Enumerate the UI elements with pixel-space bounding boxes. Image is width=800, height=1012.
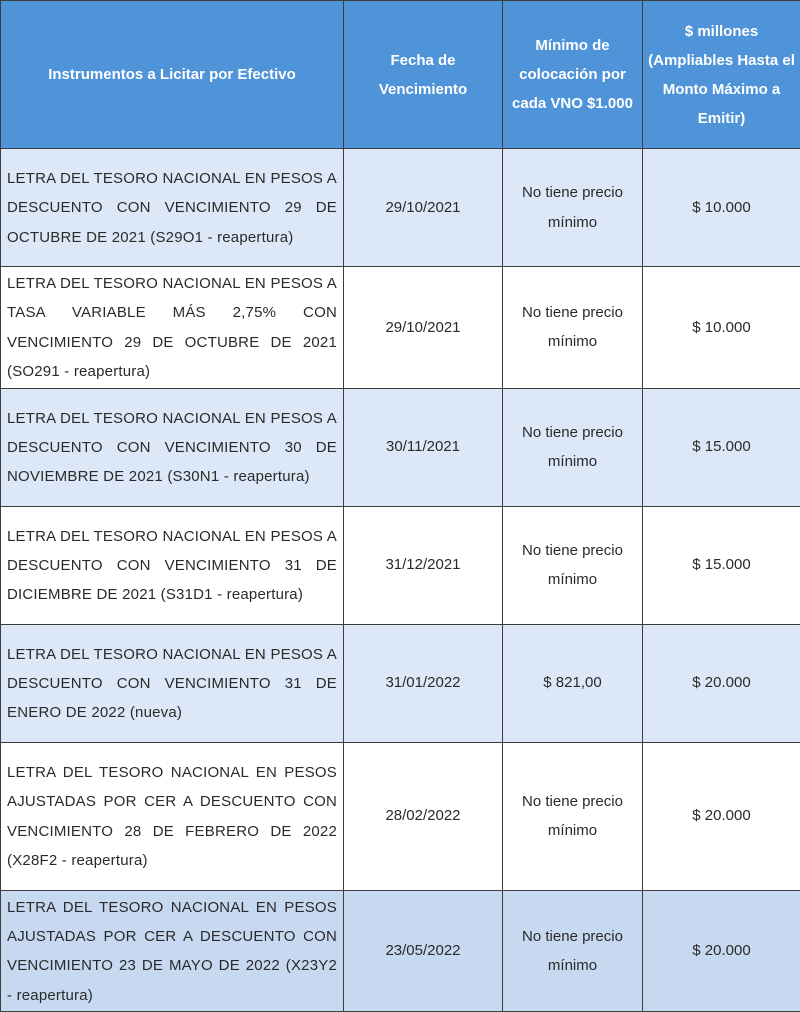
maturity-cell: 29/10/2021 <box>344 267 503 389</box>
maturity-cell: 23/05/2022 <box>344 890 503 1012</box>
instrument-cell: LETRA DEL TESORO NACIONAL EN PESOS A DESCUENTO CON VENCIMIENTO 29 DE OCTUBRE DE 2021 (S29O1 - reapertura) <box>1 149 344 267</box>
table-row <box>1 388 800 506</box>
table-row <box>1 890 800 1012</box>
minimum-cell: $ 821,00 <box>503 624 643 742</box>
instrument-cell: LETRA DEL TESORO NACIONAL EN PESOS A DESCUENTO CON VENCIMIENTO 31 DE ENERO DE 2022 (nueva) <box>1 624 344 742</box>
table-body <box>1 149 800 1012</box>
minimum-cell: No tiene precio mínimo <box>503 267 643 389</box>
header-instrument: Instrumentos a Licitar por Efectivo <box>1 1 344 149</box>
table-row <box>1 624 800 742</box>
amount-cell: $ 15.000 <box>643 506 800 624</box>
instrument-cell: LETRA DEL TESORO NACIONAL EN PESOS A TASA VARIABLE MÁS 2,75% CON VENCIMIENTO 29 DE OCTUBRE DE 2021 (SO291 - reapertura) <box>1 267 344 389</box>
instrument-cell: LETRA DEL TESORO NACIONAL EN PESOS AJUSTADAS POR CER A DESCUENTO CON VENCIMIENTO 23 DE MAYO DE 2022 (X23Y2 - reapertura) <box>1 890 344 1012</box>
amount-cell: $ 10.000 <box>643 149 800 267</box>
maturity-cell: 28/02/2022 <box>344 742 503 890</box>
table-row <box>1 506 800 624</box>
amount-cell: $ 10.000 <box>643 267 800 389</box>
table-header <box>1 1 800 149</box>
table-row <box>1 742 800 890</box>
header-row <box>1 1 800 149</box>
amount-cell: $ 20.000 <box>643 624 800 742</box>
amount-cell: $ 20.000 <box>643 742 800 890</box>
minimum-cell: No tiene precio mínimo <box>503 742 643 890</box>
instrument-cell: LETRA DEL TESORO NACIONAL EN PESOS AJUSTADAS POR CER A DESCUENTO CON VENCIMIENTO 28 DE FEBRERO DE 2022 (X28F2 - reapertura) <box>1 742 344 890</box>
table-row <box>1 149 800 267</box>
header-maturity: Fecha de Vencimiento <box>344 1 503 149</box>
minimum-cell: No tiene precio mínimo <box>503 388 643 506</box>
header-amount: $ millones (Ampliables Hasta el Monto Máximo a Emitir) <box>643 1 800 149</box>
minimum-cell: No tiene precio mínimo <box>503 890 643 1012</box>
amount-cell: $ 15.000 <box>643 388 800 506</box>
amount-cell: $ 20.000 <box>643 890 800 1012</box>
minimum-cell: No tiene precio mínimo <box>503 506 643 624</box>
minimum-cell: No tiene precio mínimo <box>503 149 643 267</box>
instrument-cell: LETRA DEL TESORO NACIONAL EN PESOS A DESCUENTO CON VENCIMIENTO 31 DE DICIEMBRE DE 2021 (S31D1 - reapertura) <box>1 506 344 624</box>
maturity-cell: 30/11/2021 <box>344 388 503 506</box>
maturity-cell: 31/12/2021 <box>344 506 503 624</box>
header-minimum: Mínimo de colocación por cada VNO $1.000 <box>503 1 643 149</box>
table-row <box>1 267 800 389</box>
maturity-cell: 31/01/2022 <box>344 624 503 742</box>
maturity-cell: 29/10/2021 <box>344 149 503 267</box>
instrument-cell: LETRA DEL TESORO NACIONAL EN PESOS A DESCUENTO CON VENCIMIENTO 30 DE NOVIEMBRE DE 2021 (S30N1 - reapertura) <box>1 388 344 506</box>
